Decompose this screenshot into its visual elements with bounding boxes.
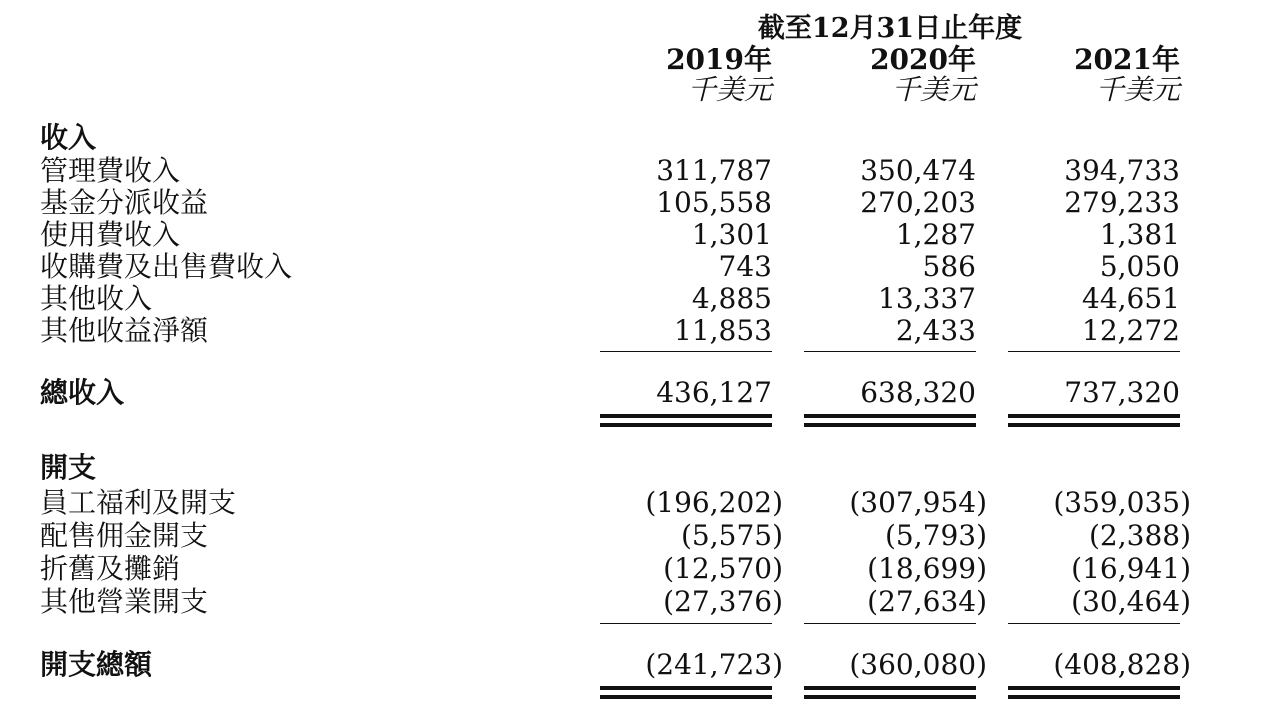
income-row-label: 其他收益淨額 [40,314,209,347]
income-row-value-2021: 279,233 [1064,186,1180,219]
income-row-value-2020: 1,287 [895,218,976,251]
income-row-value-2020: 350,474 [860,154,976,187]
subtotal-rule-2021 [1008,351,1180,352]
total-income-2021: 737,320 [1064,376,1180,409]
total-income-2020: 638,320 [860,376,976,409]
income-row-value-2020: 270,203 [860,186,976,219]
income-row-value-2019: 1,301 [691,218,772,251]
double-rule-2021 [1008,686,1180,694]
income-row-label: 收購費及出售費收入 [40,250,293,283]
year-2020-header: 2020年 [870,43,976,76]
double-rule-2019-lower [600,695,772,699]
expense-row-value-2019: (5,575) [680,519,783,552]
expense-row-value-2020: (307,954) [849,486,987,519]
income-row-value-2021: 5,050 [1099,250,1180,283]
double-rule-2020 [804,686,976,694]
unit-label-2019: 千美元 [687,73,772,106]
total-expenses-2021: (408,828) [1053,648,1191,681]
total-expenses-2020: (360,080) [849,648,987,681]
double-rule-2021 [1008,414,1180,422]
expense-row-value-2019: (196,202) [645,486,783,519]
income-row-value-2020: 586 [922,250,976,283]
unit-label-2020: 千美元 [891,73,976,106]
total-income-2019: 436,127 [656,376,772,409]
expense-row-value-2021: (30,464) [1071,585,1191,618]
double-rule-2019-lower [600,423,772,427]
double-rule-2020-lower [804,695,976,699]
subtotal-rule-2019 [600,351,772,352]
subtotal-rule-2020 [804,623,976,624]
unit-label-2021: 千美元 [1095,73,1180,106]
double-rule-2020-lower [804,423,976,427]
income-row-label: 使用費收入 [40,218,181,251]
expense-row-label: 其他營業開支 [40,585,209,618]
expense-row-label: 員工福利及開支 [40,486,237,519]
income-row-value-2020: 13,337 [878,282,976,315]
income-heading: 收入 [40,121,97,154]
total-expenses-2019: (241,723) [645,648,783,681]
expense-row-value-2019: (27,376) [663,585,783,618]
year-2019-header: 2019年 [666,43,772,76]
income-row-value-2021: 1,381 [1099,218,1180,251]
income-row-value-2019: 11,853 [674,314,772,347]
income-row-value-2021: 12,272 [1082,314,1180,347]
double-rule-2019 [600,686,772,694]
income-row-label: 其他收入 [40,282,153,315]
double-rule-2020 [804,414,976,422]
expense-row-value-2021: (16,941) [1071,552,1191,585]
expenses-heading: 開支 [40,451,97,484]
income-row-label: 基金分派收益 [40,186,209,219]
expense-row-label: 配售佣金開支 [40,519,209,552]
income-row-value-2019: 105,558 [656,186,772,219]
double-rule-2021-lower [1008,695,1180,699]
expense-row-value-2021: (359,035) [1053,486,1191,519]
double-rule-2021-lower [1008,423,1180,427]
income-row-value-2019: 4,885 [691,282,772,315]
expense-row-value-2020: (5,793) [884,519,987,552]
period-heading: 截至12月31日止年度 [757,13,1023,44]
income-row-value-2020: 2,433 [895,314,976,347]
subtotal-rule-2020 [804,351,976,352]
income-row-value-2021: 44,651 [1082,282,1180,315]
income-row-value-2021: 394,733 [1064,154,1180,187]
expense-row-value-2020: (27,634) [867,585,987,618]
subtotal-rule-2021 [1008,623,1180,624]
expense-row-value-2019: (12,570) [663,552,783,585]
expense-row-value-2020: (18,699) [867,552,987,585]
expense-row-label: 折舊及攤銷 [40,552,181,585]
income-row-value-2019: 743 [718,250,772,283]
total-expenses-label: 開支總額 [40,648,153,681]
year-2021-header: 2021年 [1074,43,1180,76]
expense-row-value-2021: (2,388) [1088,519,1191,552]
income-row-label: 管理費收入 [40,154,181,187]
double-rule-2019 [600,414,772,422]
income-row-value-2019: 311,787 [656,154,772,187]
total-income-label: 總收入 [40,376,125,409]
subtotal-rule-2019 [600,623,772,624]
